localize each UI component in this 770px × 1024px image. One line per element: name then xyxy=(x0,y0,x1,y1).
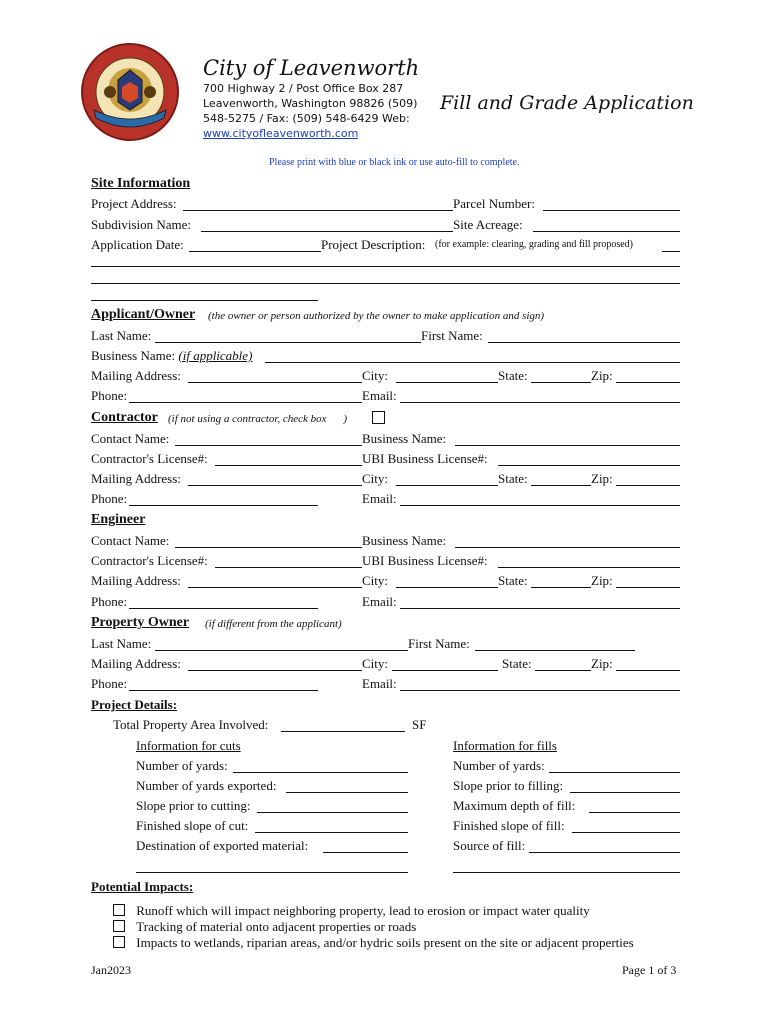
impact-runoff-checkbox[interactable] xyxy=(113,904,125,916)
owner-zip-input[interactable] xyxy=(616,670,680,671)
cut-exported-input[interactable] xyxy=(286,792,408,793)
applicant-state-input[interactable] xyxy=(531,382,591,383)
contractor-city-input[interactable] xyxy=(396,485,498,486)
applicant-last-name-label: Last Name: xyxy=(91,328,152,343)
subdivision-name-input[interactable] xyxy=(201,231,453,232)
city-address-line-2: Leavenworth, Washington 98826 (509) xyxy=(203,97,418,110)
applicant-business-name-input[interactable] xyxy=(265,362,680,363)
site-acreage-input[interactable] xyxy=(533,231,680,232)
city-address-line-3: 548-5275 / Fax: (509) 548-6429 Web: xyxy=(203,112,410,125)
cut-yards-label: Number of yards: xyxy=(136,758,228,773)
site-information-heading: Site Information xyxy=(91,176,191,191)
contractor-contact-name-label: Contact Name: xyxy=(91,431,170,446)
cuts-heading: Information for cuts xyxy=(136,738,241,753)
contractor-heading: Contractor xyxy=(91,410,158,425)
engineer-email-label: Email: xyxy=(362,594,397,609)
contractor-phone-input[interactable] xyxy=(129,505,318,506)
form-title: Fill and Grade Application xyxy=(440,92,694,114)
applicant-state-label: State: xyxy=(498,368,528,383)
contractor-state-label: State: xyxy=(498,471,528,486)
fill-instruction: Please print with blue or black ink or use auto-fill to complete. xyxy=(269,157,520,168)
applicant-first-name-input[interactable] xyxy=(488,342,680,343)
engineer-state-label: State: xyxy=(498,573,528,588)
owner-zip-label: Zip: xyxy=(591,656,613,671)
contractor-note-close: ) xyxy=(343,413,347,425)
engineer-state-input[interactable] xyxy=(531,587,591,588)
contractor-zip-label: Zip: xyxy=(591,471,613,486)
cut-exported-label: Number of yards exported: xyxy=(136,778,277,793)
impact-wetlands-label: Impacts to wetlands, riparian areas, and/or hydric soils present on the site or adjacent properties xyxy=(136,935,634,950)
engineer-business-name-label: Business Name: xyxy=(362,533,447,548)
applicant-business-name-label xyxy=(91,348,252,364)
contractor-license-input[interactable] xyxy=(215,465,362,466)
fill-slope-prior-input[interactable] xyxy=(570,792,680,793)
contractor-contact-name-input[interactable] xyxy=(175,445,362,446)
engineer-city-label: City: xyxy=(362,573,389,588)
parcel-number-input[interactable] xyxy=(543,210,680,211)
impact-tracking-label: Tracking of material onto adjacent properties or roads xyxy=(136,919,417,934)
fill-finished-slope-label: Finished slope of fill: xyxy=(453,818,565,833)
property-owner-note: (if different from the applicant) xyxy=(205,618,342,630)
engineer-license-label: Contractor's License#: xyxy=(91,553,208,568)
contractor-ubi-input[interactable] xyxy=(498,465,680,466)
impact-tracking-checkbox[interactable] xyxy=(113,920,125,932)
project-details-heading: Project Details: xyxy=(91,697,178,712)
fill-slope-prior-label: Slope prior to filling: xyxy=(453,778,564,793)
cut-yards-input[interactable] xyxy=(233,772,408,773)
contractor-email-label: Email: xyxy=(362,491,397,506)
impact-item xyxy=(113,919,416,935)
contractor-business-name-input[interactable] xyxy=(455,445,680,446)
engineer-zip-label: Zip: xyxy=(591,573,613,588)
owner-state-input[interactable] xyxy=(535,670,591,671)
applicant-mailing-address-label: Mailing Address: xyxy=(91,368,181,383)
engineer-contact-name-label: Contact Name: xyxy=(91,533,170,548)
fill-source-label: Source of fill: xyxy=(453,838,526,853)
owner-last-name-input[interactable] xyxy=(155,650,408,651)
impact-item xyxy=(113,903,590,919)
cut-destination-label: Destination of exported material: xyxy=(136,838,309,853)
application-date-label: Application Date: xyxy=(91,237,184,252)
applicant-owner-heading: Applicant/Owner xyxy=(91,307,196,322)
applicant-phone-input[interactable] xyxy=(129,402,362,403)
engineer-heading: Engineer xyxy=(91,512,146,527)
total-area-input[interactable] xyxy=(281,731,405,732)
owner-phone-label: Phone: xyxy=(91,676,128,691)
engineer-phone-input[interactable] xyxy=(129,608,318,609)
project-description-line-4[interactable] xyxy=(91,300,318,301)
applicant-phone-label: Phone: xyxy=(91,388,128,403)
applicant-owner-note: (the owner or person authorized by the owner to make application and sign) xyxy=(208,310,545,322)
contractor-zip-input[interactable] xyxy=(616,485,680,486)
contractor-note xyxy=(168,412,347,426)
owner-mailing-address-label: Mailing Address: xyxy=(91,656,181,671)
engineer-contact-name-input[interactable] xyxy=(175,547,362,548)
contractor-license-label: Contractor's License#: xyxy=(91,451,208,466)
application-date-input[interactable] xyxy=(189,251,321,252)
owner-city-label: City: xyxy=(362,656,389,671)
site-acreage-label: Site Acreage: xyxy=(453,217,523,232)
owner-email-label: Email: xyxy=(362,676,397,691)
applicant-zip-label: Zip: xyxy=(591,368,613,383)
applicant-last-name-input[interactable] xyxy=(155,342,421,343)
cut-destination-line-2[interactable] xyxy=(136,872,408,873)
owner-phone-input[interactable] xyxy=(129,690,318,691)
cut-slope-prior-input[interactable] xyxy=(257,812,408,813)
property-owner-heading: Property Owner xyxy=(91,615,190,630)
contractor-mailing-address-label: Mailing Address: xyxy=(91,471,181,486)
fill-source-input[interactable] xyxy=(529,852,680,853)
cut-finished-slope-input[interactable] xyxy=(255,832,408,833)
engineer-mailing-address-label: Mailing Address: xyxy=(91,573,181,588)
city-name: City of Leavenworth xyxy=(203,56,420,80)
contractor-business-name-label: Business Name: xyxy=(362,431,447,446)
potential-impacts-heading: Potential Impacts: xyxy=(91,879,194,894)
contractor-city-label: City: xyxy=(362,471,389,486)
applicant-if-applicable: (if applicable) xyxy=(178,348,253,363)
subdivision-name-label: Subdivision Name: xyxy=(91,217,192,232)
cut-finished-slope-label: Finished slope of cut: xyxy=(136,818,249,833)
owner-first-name-input[interactable] xyxy=(475,650,635,651)
cut-slope-prior-label: Slope prior to cutting: xyxy=(136,798,251,813)
contractor-phone-label: Phone: xyxy=(91,491,128,506)
cut-destination-input[interactable] xyxy=(323,852,408,853)
city-address-line-1: 700 Highway 2 / Post Office Box 287 xyxy=(203,82,404,95)
project-description-hint: (for example: clearing, grading and fill proposed) xyxy=(435,239,633,250)
applicant-first-name-label: First Name: xyxy=(421,328,483,343)
fill-source-line-2[interactable] xyxy=(453,872,680,873)
engineer-license-input[interactable] xyxy=(215,567,362,568)
footer-date: Jan2023 xyxy=(91,963,131,977)
impact-wetlands-checkbox[interactable] xyxy=(113,936,125,948)
applicant-mailing-address-input[interactable] xyxy=(188,382,362,383)
no-contractor-checkbox[interactable] xyxy=(372,411,385,424)
fill-max-depth-label: Maximum depth of fill: xyxy=(453,798,576,813)
owner-last-name-label: Last Name: xyxy=(91,636,152,651)
fill-max-depth-input[interactable] xyxy=(589,812,680,813)
total-area-unit: SF xyxy=(412,717,427,732)
owner-mailing-address-input[interactable] xyxy=(188,670,362,671)
engineer-ubi-label: UBI Business License#: xyxy=(362,553,488,568)
applicant-zip-input[interactable] xyxy=(616,382,680,383)
engineer-zip-input[interactable] xyxy=(616,587,680,588)
engineer-email-input[interactable] xyxy=(400,608,680,609)
project-address-input[interactable] xyxy=(183,210,453,211)
project-description-input[interactable] xyxy=(662,251,680,252)
applicant-email-label: Email: xyxy=(362,388,397,403)
city-website-link[interactable]: www.cityofleavenworth.com xyxy=(203,127,359,140)
impact-item xyxy=(113,935,634,951)
applicant-business-name-text: Business Name: xyxy=(91,348,176,363)
engineer-mailing-address-input[interactable] xyxy=(188,587,362,588)
project-description-line-2[interactable] xyxy=(91,266,680,267)
engineer-business-name-input[interactable] xyxy=(455,547,680,548)
fill-finished-slope-input[interactable] xyxy=(572,832,680,833)
engineer-phone-label: Phone: xyxy=(91,594,128,609)
project-description-label: Project Description: xyxy=(321,237,426,252)
engineer-city-input[interactable] xyxy=(396,587,498,588)
contractor-note-text: (if not using a contractor, check box xyxy=(168,413,327,425)
applicant-city-label: City: xyxy=(362,368,389,383)
project-description-line-3[interactable] xyxy=(91,283,680,284)
contractor-email-input[interactable] xyxy=(400,505,680,506)
owner-first-name-label: First Name: xyxy=(408,636,470,651)
contractor-mailing-address-input[interactable] xyxy=(188,485,362,486)
applicant-city-input[interactable] xyxy=(396,382,498,383)
contractor-ubi-label: UBI Business License#: xyxy=(362,451,488,466)
impact-runoff-label: Runoff which will impact neighboring property, lead to erosion or impact water quality xyxy=(136,903,590,918)
contractor-state-input[interactable] xyxy=(531,485,591,486)
fill-yards-input[interactable] xyxy=(549,772,680,773)
owner-city-input[interactable] xyxy=(392,670,498,671)
fills-heading: Information for fills xyxy=(453,738,557,753)
total-area-label: Total Property Area Involved: xyxy=(113,717,269,732)
city-seal xyxy=(80,42,180,142)
project-address-label: Project Address: xyxy=(91,196,177,211)
fill-yards-label: Number of yards: xyxy=(453,758,545,773)
page-number: Page 1 of 3 xyxy=(622,963,677,977)
engineer-ubi-input[interactable] xyxy=(498,567,680,568)
owner-email-input[interactable] xyxy=(400,690,680,691)
owner-state-label: State: xyxy=(502,656,532,671)
applicant-email-input[interactable] xyxy=(400,402,680,403)
parcel-number-label: Parcel Number: xyxy=(453,196,535,211)
